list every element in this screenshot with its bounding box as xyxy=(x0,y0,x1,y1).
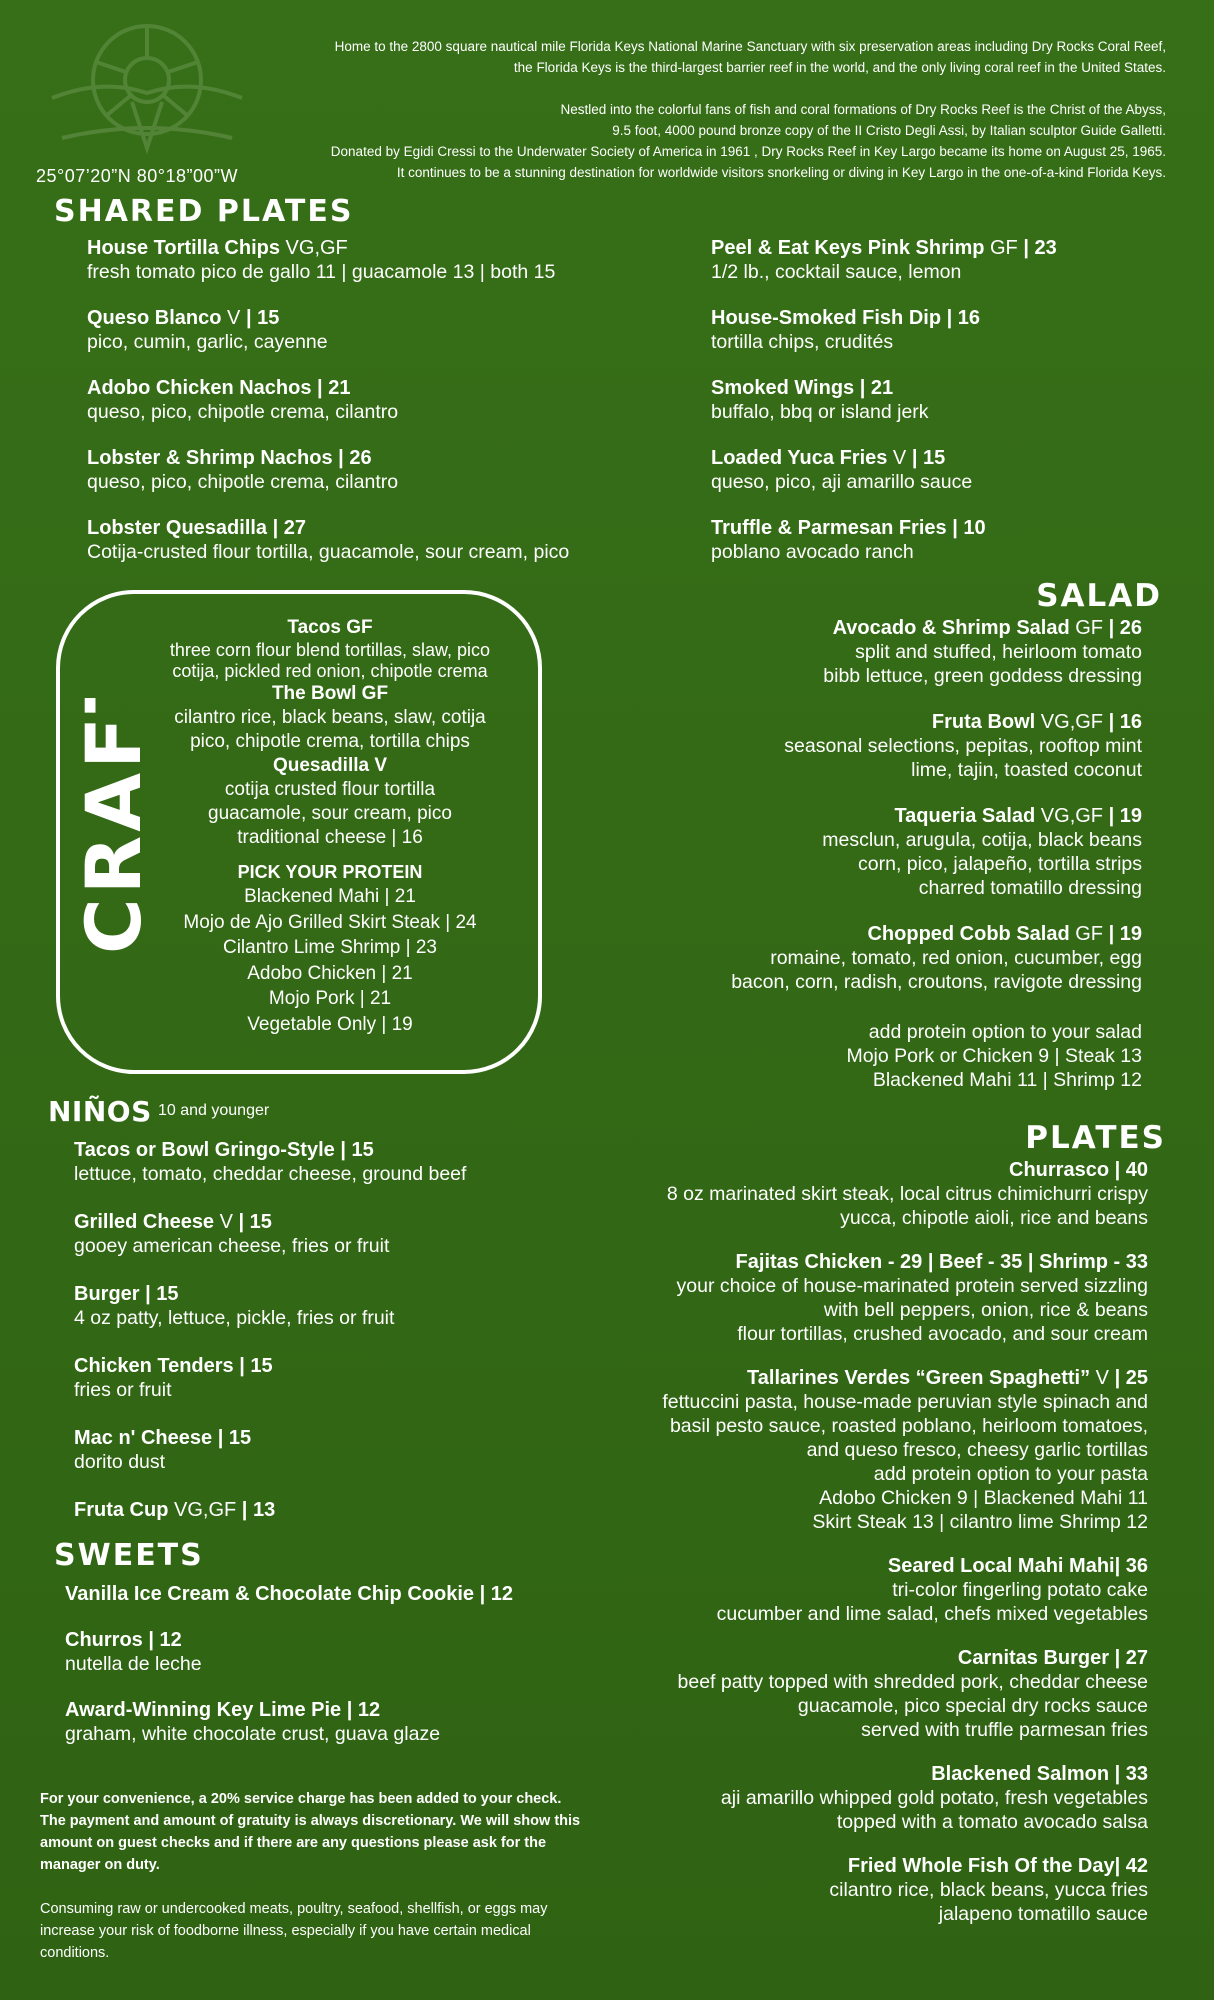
menu-item xyxy=(711,376,1191,424)
menu-item xyxy=(582,710,1142,782)
item-description: queso, pico, chipotle crema, cilantro xyxy=(87,401,399,423)
gps-coordinates: 25°07’20”N 80°18”00”W xyxy=(36,166,238,186)
menu-item xyxy=(582,922,1142,994)
menu-item xyxy=(548,1366,1148,1534)
item-description: jalapeno tomatillo sauce xyxy=(938,1903,1148,1925)
item-description: tri-color fingerling potato cake xyxy=(892,1579,1148,1601)
item-description: 8 oz marinated skirt steak, local citrus chimichurri crispy xyxy=(666,1183,1148,1205)
menu-item xyxy=(711,516,1191,564)
item-description: lettuce, tomato, cheddar cheese, ground beef xyxy=(74,1163,467,1185)
item-name-line: Chopped Cobb Salad GF | 19 xyxy=(867,923,1142,945)
item-description: with bell peppers, onion, rice & beans xyxy=(823,1299,1148,1321)
item-description: poblano avocado ranch xyxy=(711,541,914,563)
intro-line: Donated by Egidi Cressi to the Underwater Society of America in 1961 , Dry Rocks Reef in Key Largo became its home on August 25, 1965. xyxy=(330,144,1166,159)
menu-item xyxy=(74,1282,594,1330)
item-name-line: Queso Blanco V | 15 xyxy=(87,307,280,329)
item-description: mesclun, arugula, cotija, black beans xyxy=(822,829,1142,851)
protein-option: Mojo Pork | 21 xyxy=(268,988,392,1009)
item-description: pico, cumin, garlic, cayenne xyxy=(87,331,328,353)
item-name-line: Peel & Eat Keys Pink Shrimp GF | 23 xyxy=(711,237,1057,259)
craft-bowl-desc: cilantro rice, black beans, slaw, cotija xyxy=(174,707,486,728)
menu-item xyxy=(548,1646,1148,1742)
salad-column xyxy=(582,616,1142,1016)
item-name-line: Tacos or Bowl Gringo-Style | 15 xyxy=(74,1139,374,1161)
craft-quesadilla-desc: guacamole, sour cream, pico xyxy=(208,803,452,824)
item-description: nutella de leche xyxy=(65,1653,202,1675)
item-name-line: Churros | 12 xyxy=(65,1629,182,1651)
craft-quesadilla-desc: cotija crusted flour tortilla xyxy=(224,779,436,800)
protein-option: Mojo de Ajo Grilled Skirt Steak | 24 xyxy=(183,911,477,933)
item-description: flour tortillas, crushed avocado, and sour cream xyxy=(737,1323,1148,1345)
item-description: queso, pico, aji amarillo sauce xyxy=(711,471,973,493)
item-description: gooey american cheese, fries or fruit xyxy=(74,1235,390,1257)
menu-item xyxy=(74,1498,594,1522)
item-description: charred tomatillo dressing xyxy=(918,877,1142,899)
craft-tacos-desc: cotija, pickled red onion, chipotle crema xyxy=(172,661,488,681)
item-description: served with truffle parmesan fries xyxy=(861,1719,1148,1741)
item-description: fresh tomato pico de gallo 11 | guacamole 13 | both 15 xyxy=(87,261,556,283)
plates-title: PLATES xyxy=(1025,1120,1166,1156)
item-description: topped with a tomato avocado salsa xyxy=(836,1811,1148,1833)
addon-line: add protein option to your salad xyxy=(868,1021,1142,1043)
protein-option: Cilantro Lime Shrimp | 23 xyxy=(222,937,438,958)
menu-item xyxy=(711,446,1191,494)
item-name-line: Burger | 15 xyxy=(74,1283,179,1305)
craft-bowl-desc: pico, chipotle crema, tortilla chips xyxy=(190,731,470,752)
protein-option: Vegetable Only | 19 xyxy=(247,1013,413,1035)
craft-quesadilla-title: Quesadilla V xyxy=(272,755,388,776)
craft-tacos-title: Tacos GF xyxy=(287,617,373,638)
shared-plates-title: SHARED PLATES xyxy=(54,194,354,229)
item-description: 4 oz patty, lettuce, pickle, fries or fruit xyxy=(74,1307,395,1329)
addon-line: Blackened Mahi 11 | Shrimp 12 xyxy=(872,1069,1142,1091)
item-name-line: Chicken Tenders | 15 xyxy=(74,1355,273,1377)
item-description: Adobo Chicken 9 | Blackened Mahi 11 xyxy=(819,1487,1148,1509)
item-name-line: Carnitas Burger | 27 xyxy=(957,1647,1148,1669)
item-description: add protein option to your pasta xyxy=(873,1463,1148,1485)
item-name-line: Adobo Chicken Nachos | 21 xyxy=(87,377,351,399)
menu-item xyxy=(65,1582,605,1606)
menu-item xyxy=(548,1762,1148,1834)
ninos-column xyxy=(74,1138,594,1546)
craft-tacos-desc: three corn flour blend tortillas, slaw, pico xyxy=(169,640,491,660)
intro-paragraph xyxy=(226,36,1166,183)
menu-item xyxy=(74,1426,594,1474)
item-name-line: Grilled Cheese V | 15 xyxy=(74,1211,272,1233)
item-name-line: Tallarines Verdes “Green Spaghetti” V | 25 xyxy=(747,1367,1148,1389)
item-description: and queso fresco, cheesy garlic tortillas xyxy=(806,1439,1148,1461)
craft-word-text: CRAFT xyxy=(69,698,158,954)
item-name-line: Blackened Salmon | 33 xyxy=(931,1763,1148,1785)
ninos-age-note: 10 and younger xyxy=(158,1102,270,1119)
item-description: graham, white chocolate crust, guava glaze xyxy=(65,1723,441,1745)
addon-line: Mojo Pork or Chicken 9 | Steak 13 xyxy=(846,1045,1142,1067)
item-name-line: Avocado & Shrimp Salad GF | 26 xyxy=(832,617,1142,639)
item-description: 1/2 lb., cocktail sauce, lemon xyxy=(711,261,962,283)
item-name-line: Mac n' Cheese | 15 xyxy=(74,1427,252,1449)
item-description: cilantro rice, black beans, yucca fries xyxy=(829,1879,1148,1901)
intro-line: It continues to be a stunning destination for worldwide visitors snorkeling or diving in Key Largo in the one-of-a-kind Florida Keys. xyxy=(396,165,1166,180)
plates-column xyxy=(548,1158,1148,1946)
service-charge-notice: For your convenience, a 20% service charge has been added to your check. The payment and amount of gratuity is always discretionary. We will show this amount on guest checks and if there are any questions please ask for the manager on duty. xyxy=(40,1791,581,1873)
item-name-line: Vanilla Ice Cream & Chocolate Chip Cookie | 12 xyxy=(65,1583,513,1605)
item-description: dorito dust xyxy=(74,1451,166,1473)
menu-item xyxy=(87,376,687,424)
menu-item xyxy=(87,236,687,284)
menu-item xyxy=(65,1628,605,1676)
item-description: basil pesto sauce, roasted poblano, heirloom tomatoes, xyxy=(669,1415,1148,1437)
menu-item xyxy=(74,1138,594,1186)
sweets-title: SWEETS xyxy=(54,1538,204,1573)
menu-item xyxy=(74,1354,594,1402)
item-description: cucumber and lime salad, chefs mixed vegetables xyxy=(716,1603,1148,1625)
item-description: romaine, tomato, red onion, cucumber, egg xyxy=(770,947,1142,969)
item-name-line: Fajitas Chicken - 29 | Beef - 35 | Shrimp - 33 xyxy=(735,1251,1148,1273)
intro-line: the Florida Keys is the third-largest barrier reef in the world, and the only living coral reef in the United States. xyxy=(513,60,1166,75)
menu-item xyxy=(87,306,687,354)
item-name-line: Smoked Wings | 21 xyxy=(711,377,894,399)
menu-item xyxy=(87,516,687,564)
shared-plates-right-column xyxy=(711,236,1191,586)
item-name-line: Loaded Yuca Fries V | 15 xyxy=(711,447,946,469)
intro-line: Home to the 2800 square nautical mile Florida Keys National Marine Sanctuary with six preservation areas including Dry Rocks Coral Reef, xyxy=(334,39,1166,54)
salad-protein-addon xyxy=(582,1020,1142,1092)
menu-item xyxy=(548,1250,1148,1346)
item-name-line: Lobster & Shrimp Nachos | 26 xyxy=(87,447,372,469)
craft-quesadilla-desc: traditional cheese | 16 xyxy=(237,827,423,848)
item-description: tortilla chips, crudités xyxy=(711,331,894,353)
menu-item xyxy=(711,236,1191,284)
protein-option: Blackened Mahi | 21 xyxy=(244,886,416,907)
item-name-line: Truffle & Parmesan Fries | 10 xyxy=(711,517,986,539)
item-description: fries or fruit xyxy=(74,1379,172,1401)
menu-item xyxy=(87,446,687,494)
item-name-line: Lobster Quesadilla | 27 xyxy=(87,517,307,539)
item-name-line: Seared Local Mahi Mahi| 36 xyxy=(887,1555,1148,1577)
item-description: Skirt Steak 13 | cilantro lime Shrimp 12 xyxy=(812,1511,1148,1533)
menu-item xyxy=(711,306,1191,354)
item-description: yucca, chipotle aioli, rice and beans xyxy=(840,1207,1148,1229)
salad-title: SALAD xyxy=(1036,578,1162,614)
menu-item xyxy=(548,1854,1148,1926)
craft-menu xyxy=(150,616,510,1037)
item-name-line: Taqueria Salad VG,GF | 19 xyxy=(894,805,1142,827)
sweets-column xyxy=(65,1582,605,1768)
item-name-line: Fruta Cup VG,GF | 13 xyxy=(74,1499,276,1521)
menu-item xyxy=(74,1210,594,1258)
item-name-line: House Tortilla Chips VG,GF xyxy=(87,237,348,259)
menu-item xyxy=(548,1554,1148,1626)
craft-bowl-title: The Bowl GF xyxy=(271,683,389,704)
item-description: fettuccini pasta, house-made peruvian style spinach and xyxy=(662,1391,1148,1413)
item-description: your choice of house-marinated protein served sizzling xyxy=(676,1275,1148,1297)
item-description: lime, tajin, toasted coconut xyxy=(911,759,1142,781)
item-description: guacamole, pico special dry rocks sauce xyxy=(797,1695,1148,1717)
item-description: Cotija-crusted flour tortilla, guacamole, sour cream, pico xyxy=(87,541,570,563)
ninos-title: NIÑOS xyxy=(48,1095,152,1128)
item-description: bacon, corn, radish, croutons, ravigote dressing xyxy=(731,971,1142,993)
shared-plates-left-column xyxy=(87,236,687,586)
item-description: seasonal selections, pepitas, rooftop mint xyxy=(784,735,1142,757)
item-name-line: Award-Winning Key Lime Pie | 12 xyxy=(65,1699,381,1721)
item-name-line: Fried Whole Fish Of the Day| 42 xyxy=(847,1855,1148,1877)
item-name-line: Fruta Bowl VG,GF | 16 xyxy=(931,711,1142,733)
item-description: buffalo, bbq or island jerk xyxy=(711,401,929,423)
item-description: beef patty topped with shredded pork, cheddar cheese xyxy=(677,1671,1148,1693)
intro-line: 9.5 foot, 4000 pound bronze copy of the II Cristo Degli Assi, by Italian sculptor Guide Galletti. xyxy=(612,123,1166,138)
intro-line: Nestled into the colorful fans of fish and coral formations of Dry Rocks Reef is the Christ of the Abyss, xyxy=(560,102,1166,117)
menu-item xyxy=(65,1698,605,1746)
menu-notices xyxy=(40,1788,585,1986)
pick-protein-heading: PICK YOUR PROTEIN xyxy=(237,862,423,882)
item-name-line: House-Smoked Fish Dip | 16 xyxy=(711,307,980,329)
protein-option: Adobo Chicken | 21 xyxy=(247,962,413,984)
consumer-advisory: Consuming raw or undercooked meats, poultry, seafood, shellfish, or eggs may increase your risk of foodborne illness, especially if you have certain medical conditions. xyxy=(40,1901,548,1961)
item-description: split and stuffed, heirloom tomato xyxy=(855,641,1142,663)
item-description: aji amarillo whipped gold potato, fresh vegetables xyxy=(720,1787,1148,1809)
item-description: corn, pico, jalapeño, tortilla strips xyxy=(858,853,1142,875)
menu-item xyxy=(582,616,1142,688)
item-name-line: Churrasco | 40 xyxy=(1009,1159,1148,1181)
item-description: bibb lettuce, green goddess dressing xyxy=(823,665,1142,687)
menu-item xyxy=(582,804,1142,900)
menu-item xyxy=(548,1158,1148,1230)
item-description: queso, pico, chipotle crema, cilantro xyxy=(87,471,399,493)
